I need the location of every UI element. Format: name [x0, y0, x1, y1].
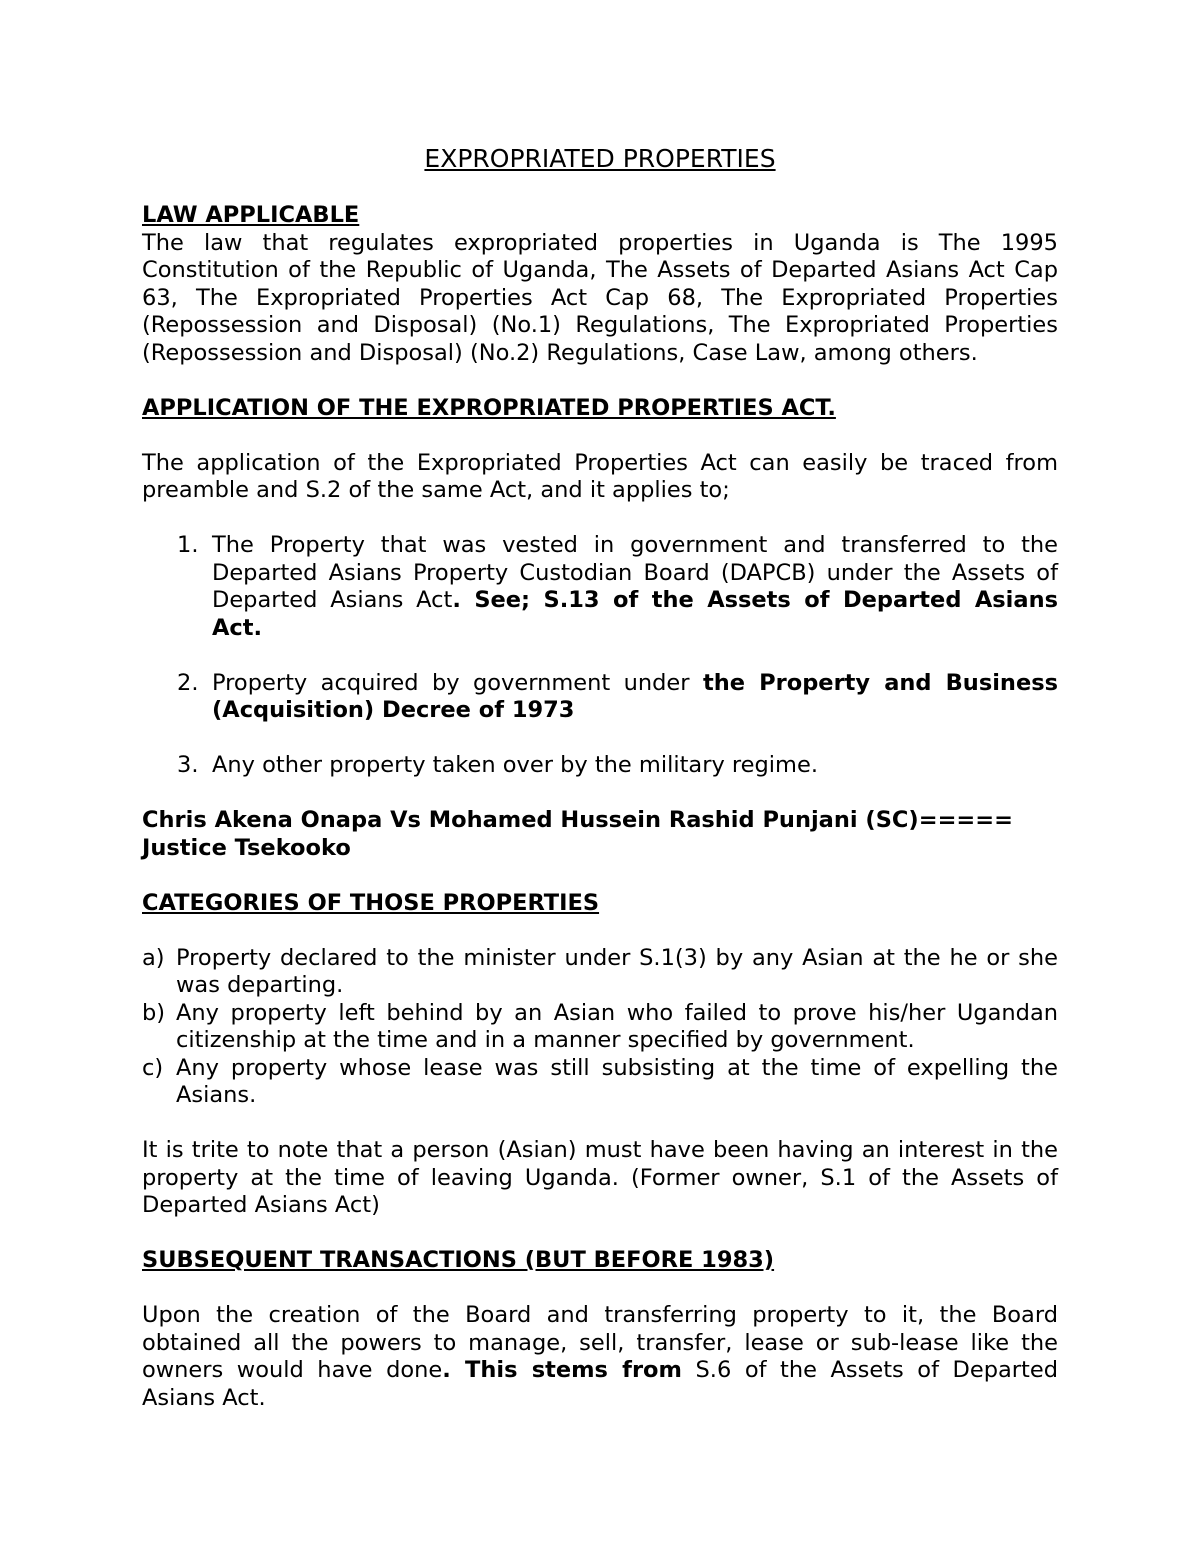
category-list-item	[142, 1055, 1058, 1110]
category-text: Any property left behind by an Asian who failed to prove his/her Ugandan citizenship at the time and in a manner specified by government.	[176, 999, 1058, 1053]
category-list-item	[142, 945, 1058, 1000]
application-list-item	[142, 752, 1058, 780]
application-list-item	[142, 532, 1058, 642]
case-citation	[142, 807, 1058, 862]
list-item-bold-text: . See; S.13 of the Assets of Departed Asians Act.	[212, 587, 1058, 641]
list-item-number: 3.	[177, 752, 199, 778]
heading-categories: CATEGORIES OF THOSE PROPERTIES	[142, 889, 600, 916]
heading-subsequent-transactions: SUBSEQUENT TRANSACTIONS (BUT BEFORE 1983)	[142, 1247, 775, 1273]
categories-note-paragraph: It is trite to note that a person (Asian) must have been having an interest in the property at the time of leaving Uganda. (Former owner, S.1 of the Assets of Departed Asians Act)	[142, 1137, 1058, 1218]
law-applicable-paragraph: The law that regulates expropriated properties in Uganda is The 1995 Constitution of the Republic of Uganda, The Assets of Departed Asians Act Cap 63, The Expropriated Properties Act Cap 68, The Expropriated Properties (Repossession and Disposal) (No.1) Regulations, The Expropriated Properties (Repossession and Disposal) (No.2) Regulations, Case Law, among others.	[142, 229, 1058, 366]
category-letter: b)	[142, 999, 166, 1026]
case-citation-line1: Chris Akena Onapa Vs Mohamed Hussein Rashid Punjani (SC)=====	[142, 807, 1013, 833]
list-item-number: 2.	[177, 669, 199, 696]
category-letter: c)	[142, 1054, 164, 1081]
list-item-bold-text: the Property and Business (Acquisition) Decree of 1973	[212, 669, 1058, 723]
application-intro-paragraph: The application of the Expropriated Properties Act can easily be traced from preamble and S.2 of the same Act, and it applies to;	[142, 449, 1058, 503]
application-list-item	[142, 670, 1058, 725]
heading-application: APPLICATION OF THE EXPROPRIATED PROPERTIES ACT.	[142, 394, 836, 421]
document-content	[142, 144, 1058, 1412]
subsequent-text-part2: S.6 of the Assets of Departed Asians Act.	[142, 1357, 1058, 1411]
list-item-text: The Property that was vested in government and transferred to the Departed Asians Property Custodian Board (DAPCB) under the Assets of Departed Asians Act	[212, 532, 1058, 613]
category-letter: a)	[142, 944, 165, 971]
subsequent-paragraph	[142, 1302, 1058, 1412]
category-text: Property declared to the minister under S.1(3) by any Asian at the he or she was departing.	[176, 944, 1058, 998]
subsequent-bold-text: . This stems from	[442, 1357, 682, 1383]
document-title: EXPROPRIATED PROPERTIES	[424, 144, 776, 173]
case-citation-line2: Justice Tsekooko	[142, 834, 351, 861]
category-text: Any property whose lease was still subsisting at the time of expelling the Asians.	[176, 1054, 1058, 1108]
category-list-item	[142, 1000, 1058, 1055]
heading-law-applicable: LAW APPLICABLE	[142, 202, 360, 228]
list-item-text: Property acquired by government under	[212, 669, 703, 696]
list-item-number: 1.	[177, 532, 199, 558]
list-item-text: Any other property taken over by the military regime.	[212, 752, 818, 778]
subsequent-text-part1: Upon the creation of the Board and transferring property to it, the Board obtained all the powers to manage, sell, transfer, lease or sub-lease like the owners would have done	[142, 1302, 1058, 1383]
